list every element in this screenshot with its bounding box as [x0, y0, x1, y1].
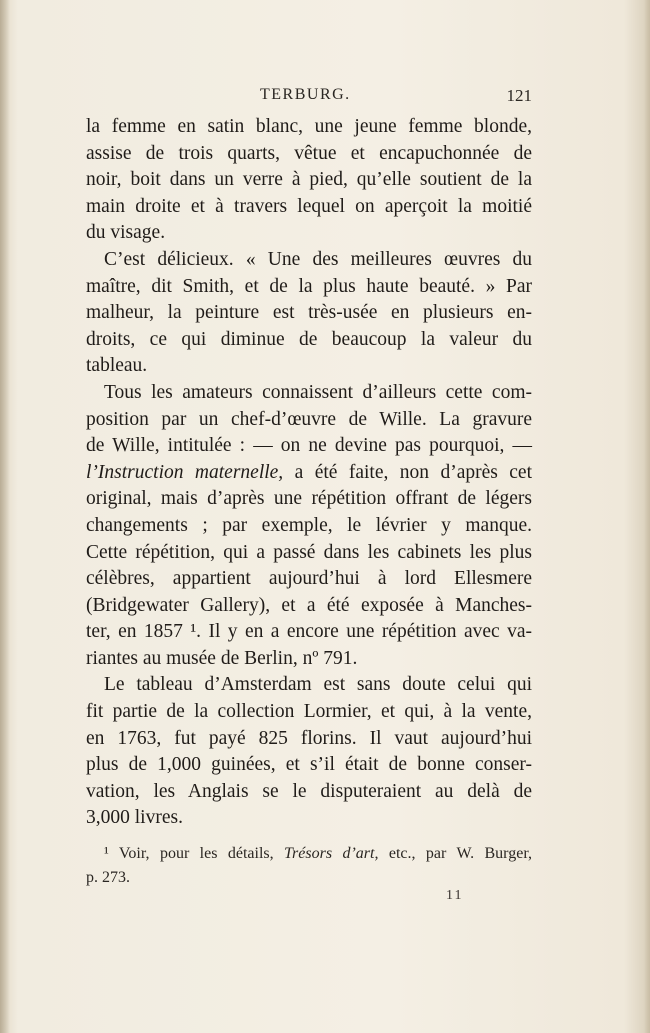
text-line: assise de trois quarts, vêtue et encapuchonnée de	[86, 142, 532, 164]
text-line: en 1763, fut payé 825 florins. Il vaut aujourd’hui	[86, 727, 532, 749]
running-title: TERBURG.	[260, 86, 351, 103]
text-line: riantes au musée de Berlin, nº 791.	[86, 647, 358, 669]
italic-title: l’Instruction maternelle,	[86, 461, 284, 483]
paragraph-3	[86, 380, 532, 673]
text-line: original, mais d’après une répétition offrant de légers	[86, 488, 532, 510]
text-line: droits, ce qui diminue de beaucoup la valeur du	[86, 328, 532, 350]
paragraph-1	[86, 114, 532, 247]
text-run: etc., par W. Burger,	[378, 845, 533, 862]
text-line: fit partie de la collection Lormier, et qui, à la vente,	[86, 701, 532, 723]
text-line: noir, boit dans un verre à pied, qu’elle soutient de la	[86, 169, 532, 191]
text-line: plus de 1,000 guinées, et s’il était de bonne conser-	[86, 754, 532, 776]
text-run: a été faite, non d’après cet	[283, 461, 532, 483]
page-number: 121	[506, 86, 532, 105]
text-line: maître, dit Smith, et de la plus haute beauté. » Par	[86, 275, 532, 297]
text-line: 3,000 livres.	[86, 807, 183, 829]
footnote	[86, 842, 532, 890]
paragraph-2	[86, 247, 532, 380]
text-line: (Bridgewater Gallery), et a été exposée à Manches-	[86, 594, 532, 616]
text-line: changements ; par exemple, le lévrier y manque.	[86, 514, 532, 536]
text-line: célèbres, appartient aujourd’hui à lord Ellesmere	[86, 568, 532, 590]
text-line: Tous les amateurs connaissent d’ailleurs cette com-	[104, 381, 532, 403]
text-run: ¹ Voir, pour les détails,	[104, 845, 285, 862]
text-line: position par un chef-d’œuvre de Wille. La gravure	[86, 408, 532, 430]
text-line: malheur, la peinture est très-usée en plusieurs en-	[86, 302, 532, 324]
running-head	[86, 86, 532, 106]
footnote-line	[86, 842, 532, 866]
page-edge	[644, 0, 650, 1033]
footnote-line: p. 273.	[86, 869, 130, 886]
italic-title: Trésors d’art,	[284, 845, 379, 862]
text-line: Cette répétition, qui a passé dans les cabinets les plus	[86, 541, 532, 563]
text-line: tableau.	[86, 355, 148, 377]
text-line: vation, les Anglais se le disputeraient au delà de	[86, 780, 532, 802]
text-line	[86, 460, 532, 487]
signature-mark: 11	[446, 888, 464, 903]
text-line: la femme en satin blanc, une jeune femme blonde,	[86, 116, 532, 137]
binding-shadow	[0, 0, 10, 1033]
text-line: ter, en 1857 ¹. Il y en a encore une répétition avec va-	[86, 621, 532, 643]
text-line: C’est délicieux. « Une des meilleures œuvres du	[104, 248, 532, 270]
text-line: Le tableau d’Amsterdam est sans doute celui qui	[104, 674, 532, 696]
body-text	[86, 114, 532, 832]
text-line: de Wille, intitulée : — on ne devine pas pourquoi, —	[86, 435, 532, 457]
paragraph-4	[86, 672, 532, 832]
text-line: du visage.	[86, 222, 166, 244]
text-line: main droite et à travers lequel on aperçoit la moitié	[86, 195, 532, 217]
